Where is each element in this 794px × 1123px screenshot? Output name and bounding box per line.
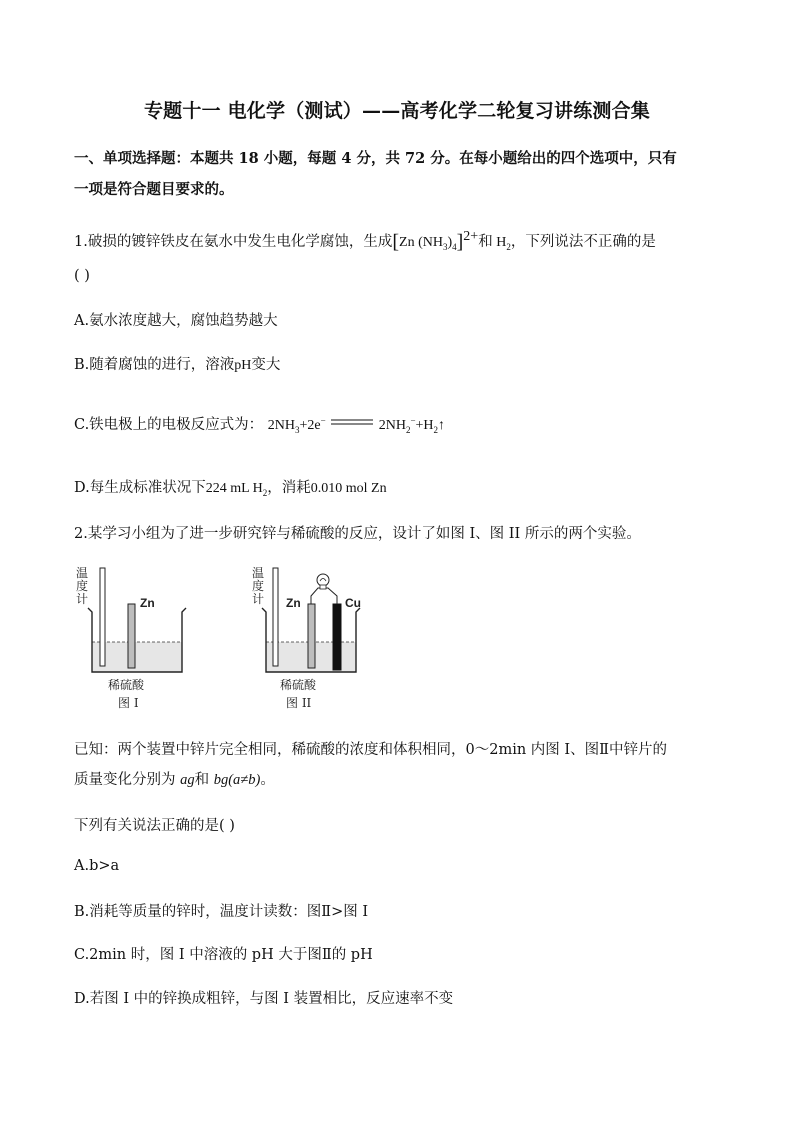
fig1-thermo-label-1: 温 — [76, 566, 89, 580]
section-heading-line2: 一项是符合题目要求的。 — [74, 181, 234, 198]
equal-arrow-icon — [329, 417, 375, 427]
q2-stem: 2.某学习小组为了进一步研究锌与稀硫酸的反应，设计了如图 I、图 II 所示的两个实验。 — [74, 526, 641, 542]
q1-stem-part2: 和 — [478, 234, 493, 250]
fig1-acid-label: 稀硫酸 — [108, 678, 145, 692]
q1-stem-part1: 1.破损的镀锌铁皮在氨水中发生电化学腐蚀，生成 — [74, 234, 393, 250]
fig2-thermo-label-1: 温 — [252, 566, 265, 580]
q1-answer-paren: ( ) — [74, 268, 90, 284]
electrode-equation: $2NH_3+2e^-$ $2NH_2^-+H_2↑$ — [267, 415, 446, 435]
q2-known-line1: 已知：两个装置中锌片完全相同，稀硫酸的浓度和体积相同，0～2min 内图 I、图Ⅱ中锌片的 — [74, 742, 667, 758]
fig1-thermometer — [100, 568, 105, 666]
q1-option-a: A.氨水浓度越大，腐蚀趋势越大 — [74, 313, 278, 329]
figure-1-apparatus — [76, 566, 186, 710]
fig1-zn-label: Zn — [140, 596, 155, 610]
fig2-thermo-label-2: 度 — [252, 579, 265, 593]
fig2-caption: 图 II — [286, 696, 312, 710]
fig1-thermo-label-3: 计 — [76, 592, 89, 606]
q2-option-c: C.2min 时，图 I 中溶液的 pH 大于图Ⅱ的 pH — [74, 947, 373, 963]
zn-complex-formula: Zn $(NH_3)_4$ — [399, 235, 457, 252]
q2-question: 下列有关说法正确的是( ) — [74, 818, 235, 834]
fig2-zn-label: Zn — [286, 596, 301, 610]
q1-option-d: D.每生成标准状况下224 mL $H_2$，消耗0.010 mol Zn — [74, 480, 387, 498]
q2-option-a: A.b>a — [74, 858, 120, 874]
q2-known-line2: 质量变化分别为 ag和 bg(a≠b)。 — [74, 772, 275, 788]
q1-stem-part3: ，下列说法不正确的是 — [510, 234, 656, 250]
figure-2-apparatus — [252, 566, 361, 710]
fig1-thermo-label-2: 度 — [76, 579, 89, 593]
fig2-cu-strip — [333, 604, 341, 670]
fig1-zn-strip — [128, 604, 135, 668]
right-bracket-glyph: ] — [456, 231, 464, 253]
fig1-caption: 图 I — [118, 696, 139, 710]
q2-option-b: B.消耗等质量的锌时，温度计读数：图Ⅱ>图 I — [74, 904, 369, 920]
fig2-zn-strip — [308, 604, 315, 668]
q1-option-c: C.铁电极上的电极反应式为： $2NH_3+2e^-$ $2NH_2^-+H_2↑$ — [74, 415, 446, 435]
h2-formula: $H_2$ — [492, 235, 511, 252]
q1-option-b: B.随着腐蚀的进行，溶液pH变大 — [74, 357, 281, 373]
fig2-acid-label: 稀硫酸 — [280, 678, 317, 692]
fig2-wire — [311, 588, 337, 604]
q1-stem: 1.破损的镀锌铁皮在氨水中发生电化学腐蚀，生成[Zn $(NH_3)_4]^{2+}$和 $H_2$，下列说法不正确的是 — [74, 229, 656, 253]
q2-option-d: D.若图 I 中的锌换成粗锌，与图 I 装置相比，反应速率不变 — [74, 991, 454, 1007]
page-title: 专题十一 电化学（测试）——高考化学二轮复习讲练测合集 — [143, 100, 651, 122]
experiment-figure — [74, 562, 394, 714]
fig2-cu-label: Cu — [345, 596, 361, 610]
fig2-thermometer — [273, 568, 278, 666]
left-bracket-glyph: [ — [392, 231, 400, 253]
fig2-thermo-label-3: 计 — [252, 592, 265, 606]
fig2-bulb-icon — [317, 574, 329, 586]
section-heading-line1: 一、单项选择题：本题共 18 小题，每题 4 分，共 72 分。在每小题给出的四个选项中，只有 — [74, 150, 677, 167]
